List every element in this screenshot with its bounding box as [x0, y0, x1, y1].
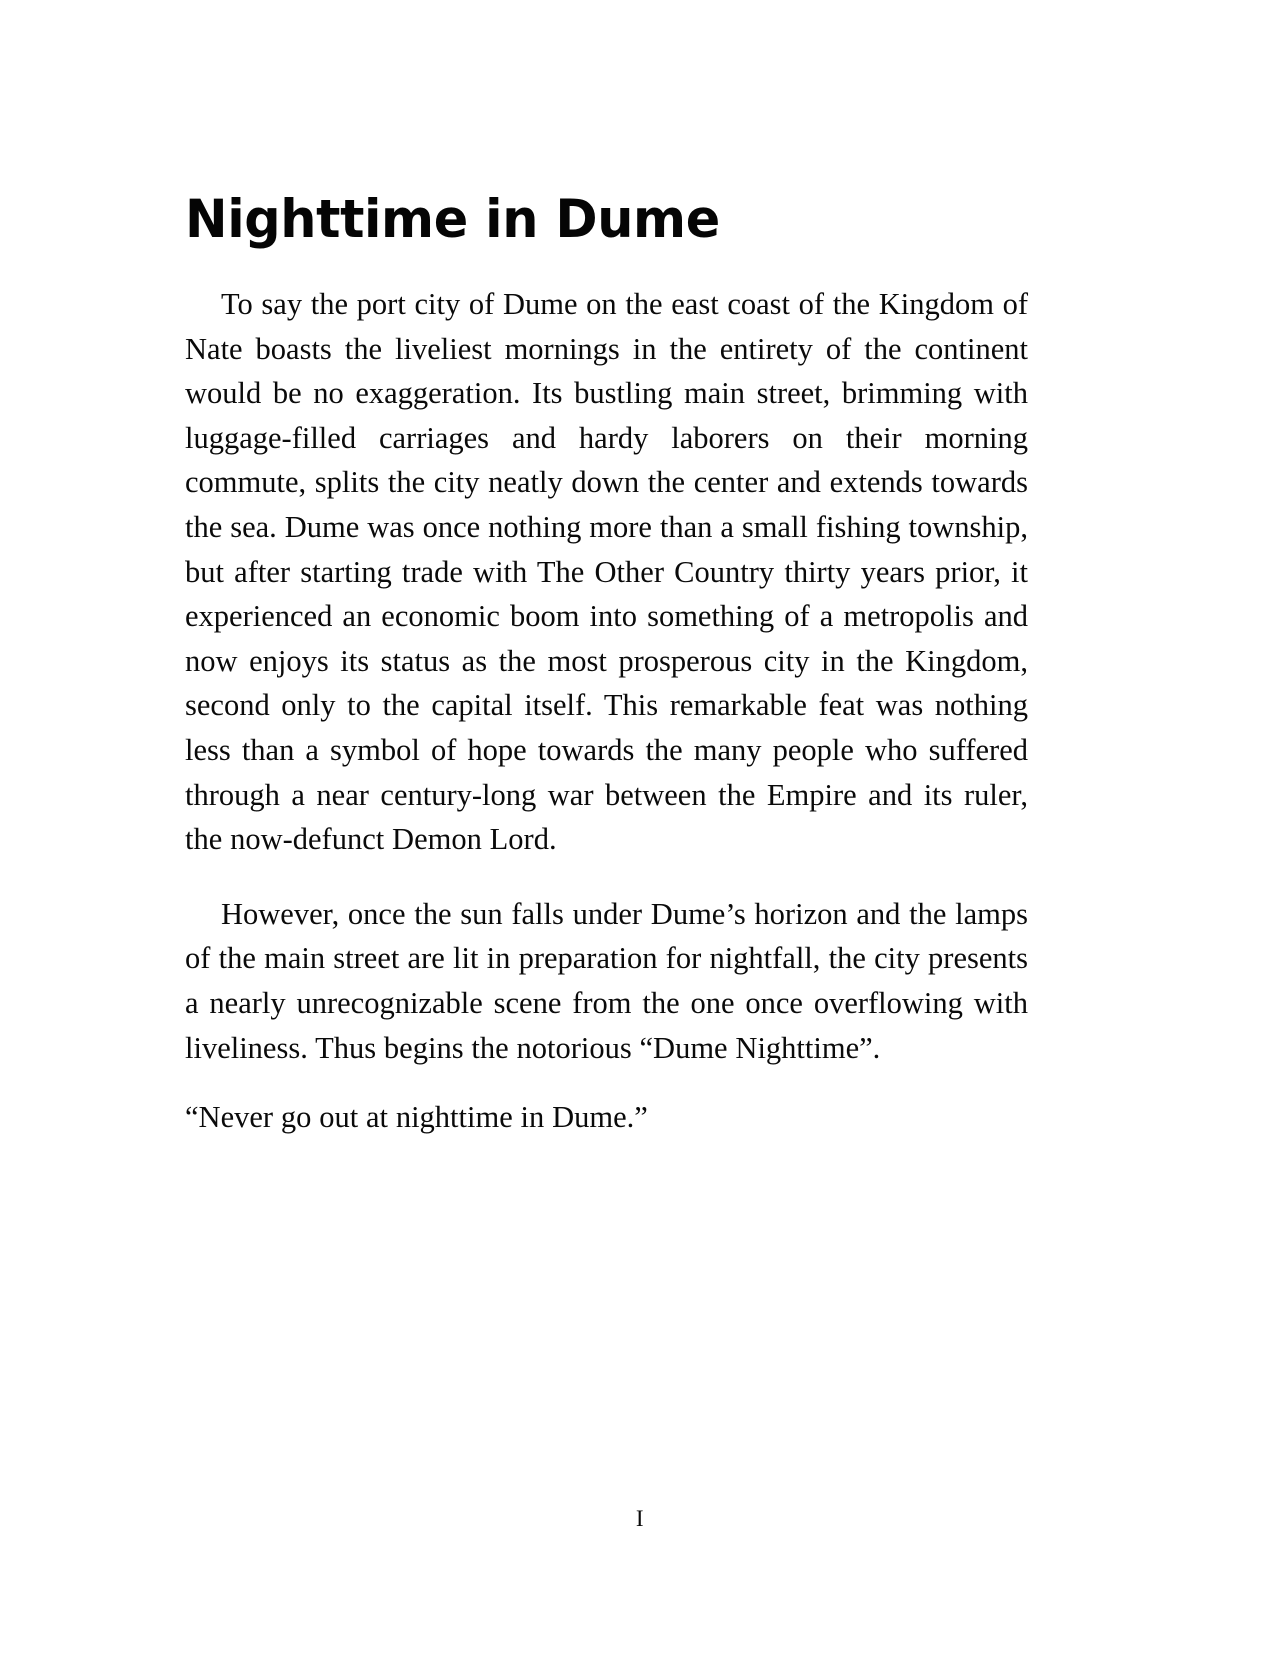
page-title: Nighttime in Dume — [185, 189, 720, 250]
page-number: I — [635, 1506, 645, 1531]
paragraph-3-quote: “Never go out at nighttime in Dume.” — [185, 1100, 648, 1135]
body-text-block — [185, 282, 1028, 1140]
paragraph-2: However, once the sun falls under Dume’s horizon and the lamps of the main street are lit in preparation for nightfall, the city presents a nearly unrecognizable scene from the one once overflowing with liveliness. Thus begins the notorious “Dume Nighttime”. — [185, 896, 1028, 1065]
paragraph-1: To say the port city of Dume on the east coast of the Kingdom of Nate boasts the liveliest mornings in the entirety of the continent would be no exaggeration. Its bustling main street, brimming with luggage-filled carriages and hardy laborers on their morning commute, splits the city neatly down the center and extends towards the sea. Dume was once nothing more than a small fishing township, but after starting trade with The Other Country thirty years prior, it experienced an economic boom into something of a metropolis and now enjoys its status as the most prosperous city in the Kingdom, second only to the capital itself. This remarkable feat was nothing less than a symbol of hope towards the many people who suffered through a near century-long war between the Empire and its ruler, the now-defunct Demon Lord. — [185, 287, 1028, 857]
